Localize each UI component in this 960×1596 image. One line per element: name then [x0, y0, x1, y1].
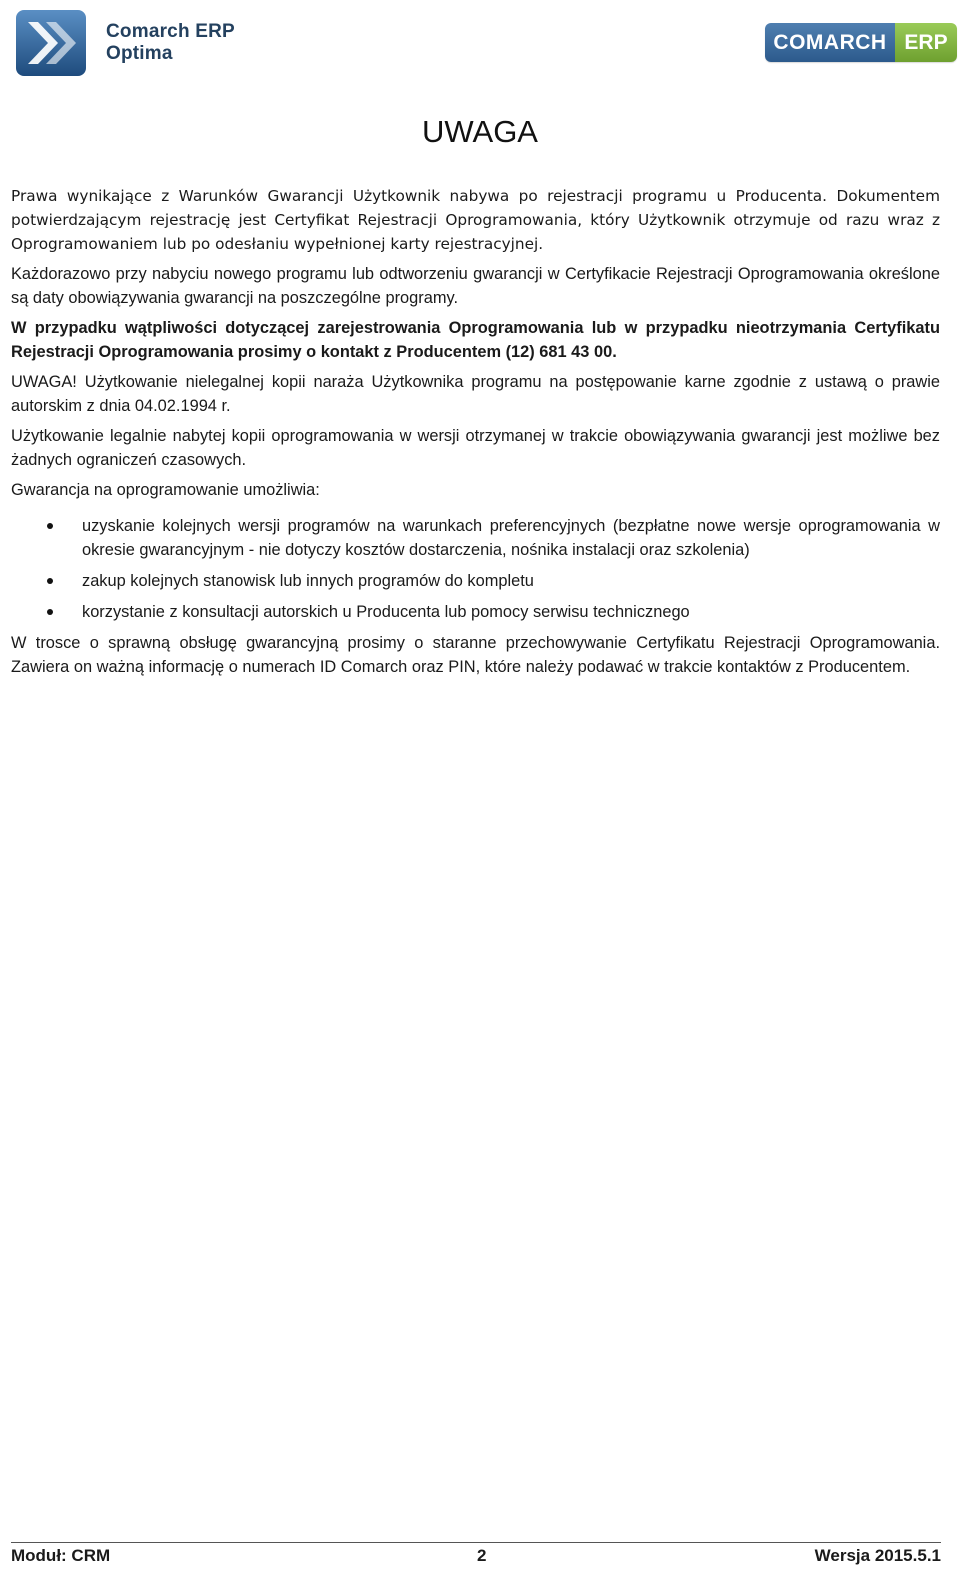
paragraph-illegal-copy-warning: UWAGA! Użytkowanie nielegalnej kopii naraża Użytkownika programu na postępowanie karne zgodnie z ustawą o prawie autorskim z dnia 04.02.1994 r.	[11, 373, 940, 415]
page-footer	[11, 1546, 941, 1570]
bullet-icon	[47, 578, 53, 584]
paragraph-contact: W przypadku wątpliwości dotyczącej zarejestrowania Oprogramowania lub w przypadku nieotrzymania Certyfikatu Rejestracji Oprogramowania prosimy o kontakt z Producentem (12) 681 43 00.	[11, 319, 940, 361]
page-title: UWAGA	[422, 114, 538, 149]
paragraph-registration: Prawa wynikające z Warunków Gwarancji Użytkownik nabywa po rejestracji programu u Producenta. Dokumentem potwierdzającym rejestrację jest Certyfikat Rejestracji Oprogramowania, który Użytkownik otrzymuje od razu wraz z Oprogramowaniem lub po odesłaniu wypełnionej karty rejestracyjnej.	[11, 187, 940, 253]
list-item	[11, 569, 940, 593]
paragraph-warranty-intro: Gwarancja na oprogramowanie umożliwia:	[11, 481, 320, 499]
footer-module: Moduł: CRM	[11, 1546, 111, 1565]
footer-page-number: 2	[477, 1546, 487, 1565]
paragraph-legal-use: Użytkowanie legalnie nabytej kopii oprogramowania w wersji otrzymanej w trakcie obowiązywania gwarancji jest możliwe bez żadnych ograniczeń czasowych.	[11, 427, 940, 469]
list-item	[11, 514, 940, 562]
comarch-erp-badge	[765, 23, 957, 62]
page-header	[0, 0, 960, 90]
comarch-erp-optima-logo	[14, 8, 235, 78]
bullet-icon	[47, 609, 53, 615]
footer-divider	[11, 1542, 941, 1543]
logo-wordmark	[106, 21, 235, 65]
paragraph-warranty-dates: Każdorazowo przy nabyciu nowego programu lub odtworzeniu gwarancji w Certyfikacie Rejestracji Oprogramowania określone są daty obowiązywania gwarancji na poszczególne programy.	[11, 265, 940, 307]
list-item-text: uzyskanie kolejnych wersji programów na warunkach preferencyjnych (bezpłatne nowe wersje oprogramowania w okresie gwarancyjnym - nie dotyczy kosztów dostarczenia, nośnika instalacji oraz szkolenia)	[82, 517, 940, 559]
list-item-text: korzystanie z konsultacji autorskich u Producenta lub pomocy serwisu technicznego	[82, 603, 690, 621]
bullet-icon	[47, 523, 53, 529]
warranty-benefits-list	[11, 514, 940, 624]
logo-brand-line1: Comarch ERP	[106, 21, 235, 42]
badge-comarch-label: COMARCH	[765, 23, 895, 62]
footer-version: Wersja 2015.5.1	[814, 1546, 941, 1565]
badge-erp-label: ERP	[895, 23, 957, 62]
list-item	[11, 600, 940, 624]
document-body	[11, 184, 940, 685]
paragraph-certificate-storage: W trosce o sprawną obsługę gwarancyjną prosimy o staranne przechowywanie Certyfikatu Rejestracji Oprogramowania. Zawiera on ważną informację o numerach ID Comarch oraz PIN, które należy podawać w trakcie kontaktów z Producentem.	[11, 634, 940, 676]
list-item-text: zakup kolejnych stanowisk lub innych programów do kompletu	[82, 572, 534, 590]
optima-logo-mark-icon	[14, 8, 88, 78]
logo-brand-line2: Optima	[106, 43, 173, 64]
